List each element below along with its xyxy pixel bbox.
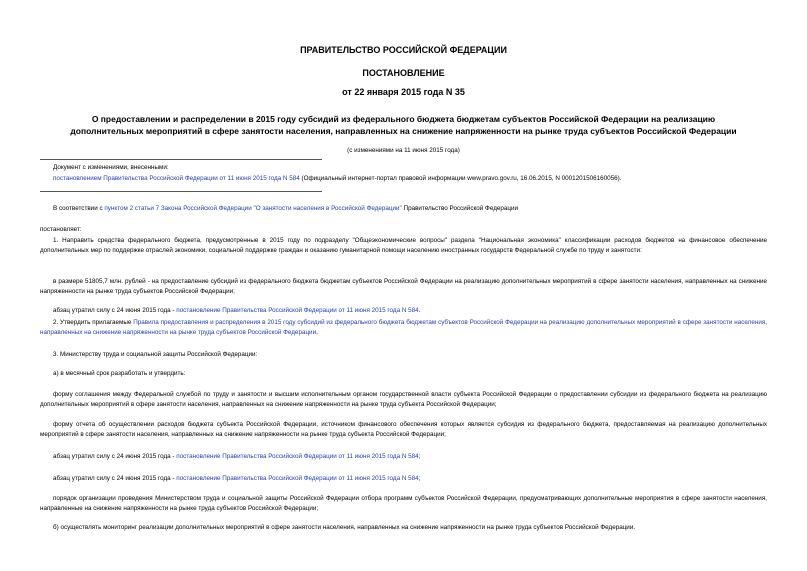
document-type: ПОСТАНОВЛЕНИЕ xyxy=(362,68,445,78)
resolves-word: постановляет: xyxy=(40,226,82,233)
rules-link[interactable]: Правила предоставления и распределения в 2015 году субсидий из федерального бюджета бюджетам субъектов Российской Федерации на реализацию дополнительных мероприятий в сфере занятости населения, направленных на снижение напряженности на рынке труда субъектов Российской Федерации xyxy=(40,319,767,336)
amendments-line xyxy=(53,174,773,184)
divider-top xyxy=(40,159,322,160)
paragraph-3-a-1: форму соглашения между Федеральной службой по труду и занятости и высшим исполнительным органом государственной власти субъекта Российской Федерации о предоставлении субсидии из федерального бюджета на реализацию дополнительных мероприятий в сфере занятости населения, направленных на снижение напряженности на рынке труда субъекта Российской Федерации; xyxy=(40,391,767,408)
lost-force-note-2 xyxy=(53,452,767,462)
paragraph-1-a: в размере 51805,7 млн. рублей - на предоставление субсидий из федерального бюджета бюджетам субъектов Российской Федерации на реализацию дополнительных мероприятий в сфере занятости населения, направленных на снижение напряженности на рынке труда субъектов Российской Федерации; xyxy=(40,278,767,295)
title-line-2: дополнительных мероприятий в сфере занятости населения, направленных на снижение напряженности на рынке труда субъектов Российской Федерации xyxy=(70,126,737,136)
paragraph-3-a: а) в месячный срок разработать и утвердить: xyxy=(53,370,186,377)
paragraph-3-a-2: форму отчета об осуществлении расходов бюджета субъекта Российской Федерации, источником финансового обеспечения которых является субсидия из федерального бюджета, предоставляемая на реализацию дополнительных мероприятий в сфере занятости населения, направленных на снижение напряженности на рынке труда субъекта Российской Федерации; xyxy=(40,421,767,438)
law-link[interactable]: пунктом 2 статьи 7 Закона Российской Федерации "О занятости населения в Российской Федерации" xyxy=(104,205,402,212)
lost-force-note-1 xyxy=(53,306,767,316)
amendment-source: (Официальный интернет-портал правовой информации www.pravo.gov.ru, 16.06.2015, N 0001201506160056). xyxy=(299,175,622,182)
lost-force-note-3 xyxy=(53,474,767,484)
paragraph-2-suffix: . xyxy=(316,328,318,336)
lost-force-suffix: . xyxy=(418,307,421,314)
divider-bottom xyxy=(40,191,322,192)
paragraph-2 xyxy=(40,318,767,337)
paragraph-3: 3. Министерству труда и социальной защиты Российской Федерации: xyxy=(53,351,258,358)
lost-force-link-2[interactable]: постановление Правительства Российской Федерации от 11 июня 2015 года N 584 xyxy=(176,453,419,460)
preamble-suffix: Правительство Российской Федерации xyxy=(401,205,519,212)
paragraph-3-b: б) осуществлять мониторинг реализации дополнительных мероприятий в сфере занятости населения, направленных на снижение напряженности на рынке труда субъектов Российской Федерации. xyxy=(53,524,636,531)
amendments-intro: Документ с изменениями, внесенными: xyxy=(53,164,169,171)
lost-force-prefix: абзац утратил силу с 24 июня 2015 года - xyxy=(53,307,177,314)
amendment-link[interactable]: постановлением Правительства Российской Федерации от 11 июня 2015 года N 584 xyxy=(53,175,300,182)
paragraph-1: 1. Направить средства федерального бюджета, предусмотренные в 2015 году по подразделу "Общеэкономические вопросы" раздела "Национальная экономика" классификации расходов бюджетов на финансовое обеспечение дополнительных мер по поддержке отраслей экономики, социальной поддержке граждан и оказанию гуманитарной помощи населению иностранных государств Федеральной службе по труду и занятости: xyxy=(40,237,767,254)
document-title xyxy=(40,113,767,137)
lost-force-suffix: ; xyxy=(418,453,421,460)
title-line-1: О предоставлении и распределении в 2015 году субсидий из федерального бюджета бюджетам субъектов Российской Федерации на реализацию xyxy=(91,114,716,124)
lost-force-suffix: ; xyxy=(418,475,421,482)
paragraph-2-prefix: 2. Утвердить прилагаемые xyxy=(53,319,134,326)
lost-force-prefix: абзац утратил силу с 24 июня 2015 года - xyxy=(53,453,177,460)
government-heading: ПРАВИТЕЛЬСТВО РОССИЙСКОЙ ФЕДЕРАЦИИ xyxy=(300,45,507,55)
document-date-number: от 22 января 2015 года N 35 xyxy=(342,87,465,97)
lost-force-link-1[interactable]: постановление Правительства Российской Федерации от 11 июня 2015 года N 584 xyxy=(176,307,419,314)
lost-force-prefix: абзац утратил силу с 24 июня 2015 года - xyxy=(53,475,177,482)
preamble xyxy=(53,204,773,214)
paragraph-3-a-3: порядок организации проведения Министерством труда и социальной защиты Российской Федерации отбора программ субъектов Российской Федерации, предусматривающих дополнительные мероприятия в сфере занятости населения, направленные на снижение напряженности на рынке труда субъектов Российской Федерации; xyxy=(40,495,767,512)
preamble-prefix: В соответствии с xyxy=(53,205,105,212)
revision-note: (с изменениями на 11 июня 2015 года) xyxy=(347,147,460,154)
lost-force-link-3[interactable]: постановление Правительства Российской Федерации от 11 июня 2015 года N 584 xyxy=(176,475,419,482)
